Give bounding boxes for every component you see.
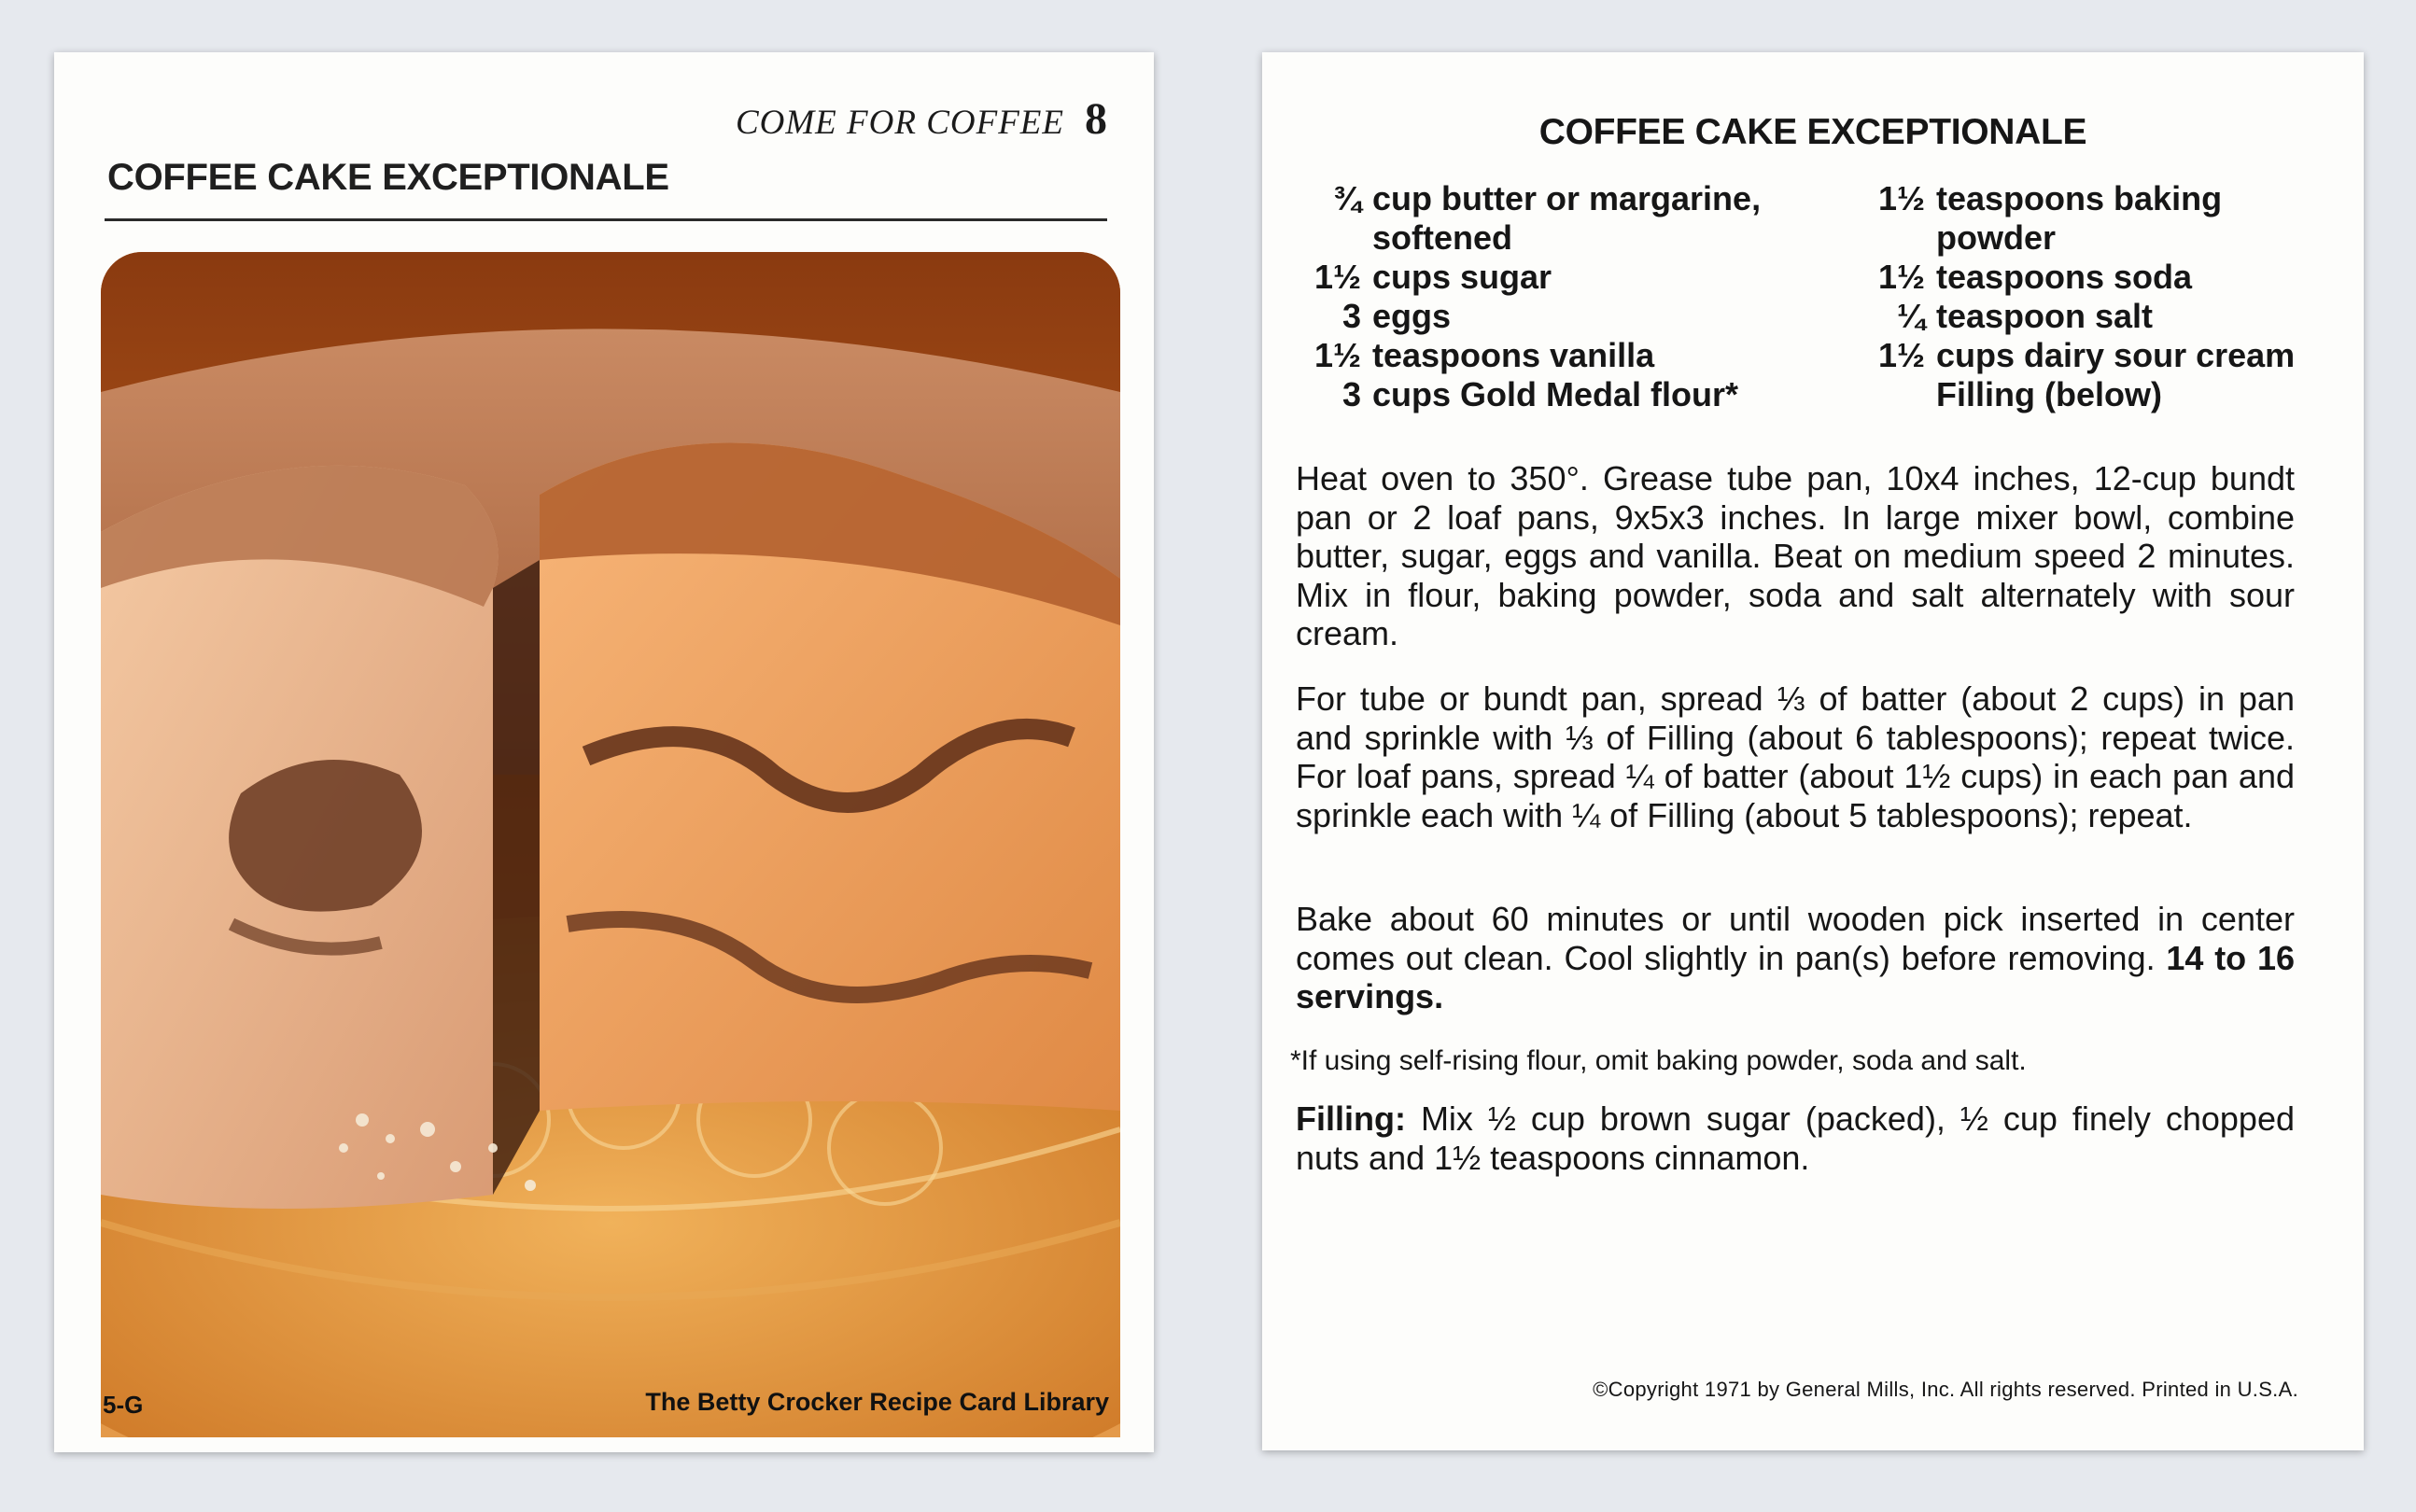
ingredient-row: [1871, 179, 2338, 218]
filling-label: Filling:: [1296, 1099, 1406, 1138]
ingredient-quantity: 3: [1341, 375, 1361, 413]
ingredient-row: [1871, 336, 2338, 375]
ingredient-quantity: 3: [1341, 297, 1361, 335]
ingredient-quantity: [1871, 218, 1936, 258]
ingredient-row: [1294, 375, 1817, 414]
ingredient-row: [1871, 375, 2338, 414]
ingredient-quantity: ¼: [1896, 297, 1925, 335]
flour-footnote: *If using self-rising flour, omit baking powder, soda and salt.: [1290, 1045, 2027, 1076]
ingredient-item: teaspoons soda: [1936, 258, 2193, 296]
ingredient-row: [1871, 218, 2338, 258]
ingredient-row: [1294, 179, 1817, 218]
ingredient-quantity: 1½: [1877, 179, 1925, 217]
servings: 14 to 16 servings.: [1296, 938, 2295, 1015]
filling-instructions: [1296, 1099, 2295, 1177]
ingredient-quantity: 1½: [1313, 336, 1361, 374]
copyright-notice: ©Copyright 1971 by General Mills, Inc. All rights reserved. Printed in U.S.A.: [1593, 1378, 2298, 1401]
ingredient-row: [1294, 258, 1817, 297]
ingredient-quantity: 1½: [1877, 336, 1925, 374]
category-header: [736, 93, 1107, 145]
recipe-card-front: [54, 52, 1154, 1452]
coffee-cake-photo: [101, 252, 1120, 1437]
ingredient-quantity: ¾: [1332, 179, 1361, 217]
ingredients-left-column: [1294, 179, 1817, 414]
ingredient-row: [1871, 258, 2338, 297]
ingredient-item: cups Gold Medal flour*: [1372, 375, 1739, 413]
directions-paragraph-3: [1296, 900, 2295, 1016]
ingredient-item: Filling (below): [1936, 375, 2162, 413]
category-number: 8: [1085, 94, 1107, 144]
ingredient-item: powder: [1936, 218, 2057, 257]
ingredient-row: [1871, 297, 2338, 336]
recipe-card-back: [1262, 52, 2364, 1450]
ingredient-item: cup butter or margarine,: [1372, 179, 1762, 217]
directions-paragraph-1: Heat oven to 350°. Grease tube pan, 10x4 inches, 12-cup bundt pan or 2 loaf pans, 9x5x3 inches. In large mixer bowl, combine butter, sugar, eggs and vanilla. Beat on medium speed 2 minutes. Mix in flour, baking powder, soda and salt alternately with sour cream.: [1296, 459, 2295, 652]
filling-text: Mix ½ cup brown sugar (packed), ½ cup finely chopped nuts and 1½ teaspoons cinnamon.: [1296, 1099, 2295, 1177]
ingredients-right-column: [1871, 179, 2338, 414]
ingredient-quantity: [1871, 375, 1936, 414]
recipe-title: COFFEE CAKE EXCEPTIONALE: [107, 157, 669, 198]
recipe-title-back: COFFEE CAKE EXCEPTIONALE: [1538, 112, 2087, 152]
ingredient-item: teaspoon salt: [1936, 297, 2154, 335]
ingredient-row: [1294, 218, 1817, 258]
ingredient-quantity: 1½: [1877, 258, 1925, 296]
category-label: COME FOR COFFEE: [735, 104, 1064, 142]
ingredient-quantity: 1½: [1313, 258, 1361, 296]
directions-paragraph-2: For tube or bundt pan, spread ⅓ of batter (about 2 cups) in pan and sprinkle with ⅓ of Filling (about 6 tablespoons); repeat twice. For loaf pans, spread ¼ of batter (about 1½ cups) in each pan and sprinkle each with ¼ of Filling (about 5 tablespoons); repeat.: [1296, 679, 2295, 834]
ingredient-row: [1294, 297, 1817, 336]
ingredient-item: cups dairy sour cream: [1936, 336, 2296, 374]
ingredient-item: teaspoons vanilla: [1372, 336, 1655, 374]
ingredient-item: teaspoons baking: [1936, 179, 2223, 217]
baking-instructions: Bake about 60 minutes or until wooden pick inserted in center comes out clean. Cool slightly in pan(s) before removing.: [1296, 900, 2295, 977]
ingredient-item: eggs: [1372, 297, 1452, 335]
ingredient-quantity: [1294, 218, 1372, 258]
title-divider: [105, 218, 1107, 221]
ingredient-item: softened: [1372, 218, 1513, 257]
ingredient-item: cups sugar: [1372, 258, 1552, 296]
library-name: The Betty Crocker Recipe Card Library: [645, 1388, 1109, 1416]
coffee-cake-illustration: [101, 252, 1120, 1437]
card-code: 5-G: [103, 1391, 144, 1419]
ingredient-row: [1294, 336, 1817, 375]
